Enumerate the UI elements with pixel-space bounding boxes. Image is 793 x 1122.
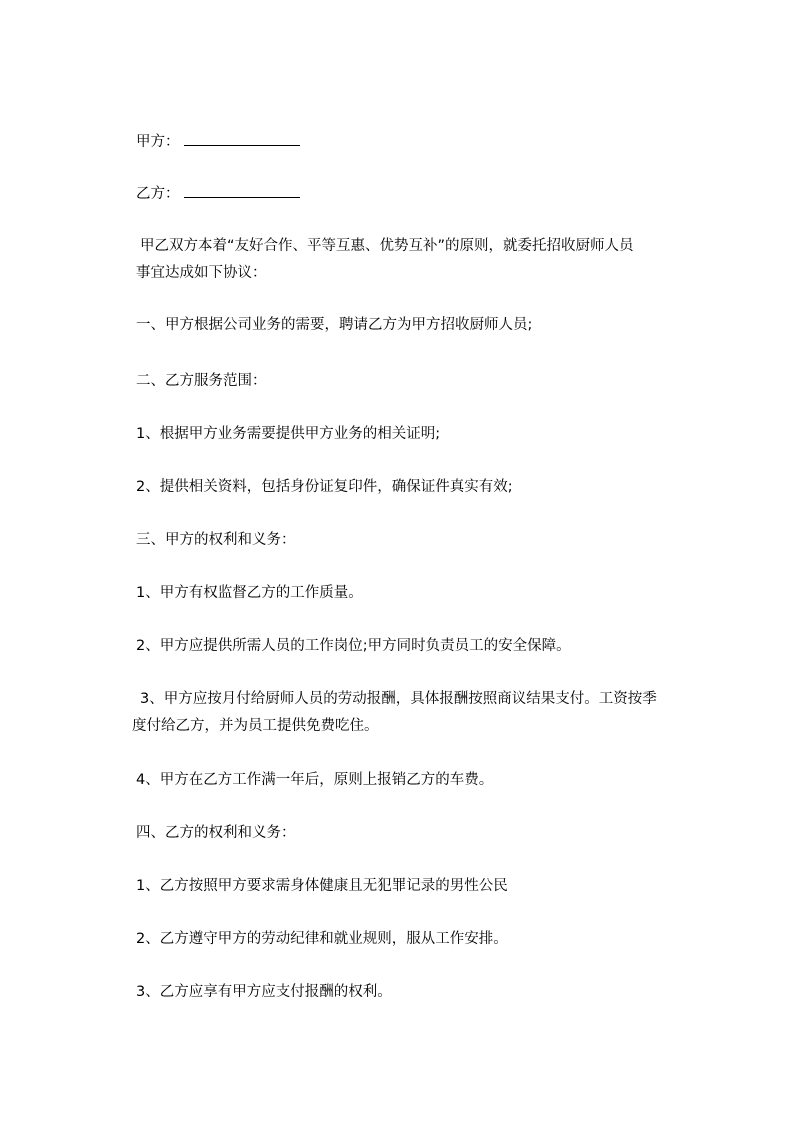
section2-item-2: 2、提供相关资料，包括身份证复印件，确保证件真实有效;: [136, 479, 513, 495]
section4-item-1: 1、乙方按照甲方要求需身体健康且无犯罪记录的男性公民: [136, 878, 508, 894]
section2-item-1: 1、根据甲方业务需要提供甲方业务的相关证明;: [136, 426, 441, 442]
section4-item-3: 3、乙方应享有甲方应支付报酬的权利。: [136, 984, 392, 1000]
section3-item-3: [132, 686, 706, 740]
section3-item-3-line-1: 3、甲方应按月付给厨师人员的劳动报酬，具体报酬按照商议结果支付。工资按季: [140, 691, 657, 707]
intro-paragraph: [136, 233, 706, 287]
section3-item-4: 4、甲方在乙方工作满一年后，原则上报销乙方的车费。: [136, 772, 494, 788]
section3-heading: 三、甲方的权利和义务：: [136, 532, 296, 548]
party-a-line: [136, 131, 300, 153]
section2-heading: 二、乙方服务范围：: [136, 373, 267, 389]
intro-line-1: 甲乙双方本着“友好合作、平等互惠、优势互补”的原则，就委托招收厨师人员: [140, 238, 634, 254]
party-b-line: [136, 183, 300, 205]
section3-item-2: 2、甲方应提供所需人员的工作岗位;甲方同时负责员工的安全保障。: [136, 638, 571, 654]
party-b-blank-field[interactable]: [184, 184, 300, 198]
intro-line-2: 事宜达成如下协议：: [136, 265, 267, 281]
section4-item-2: 2、乙方遵守甲方的劳动纪律和就业规则，服从工作安排。: [136, 931, 508, 947]
party-b-label: 乙方：: [136, 186, 180, 202]
party-a-label: 甲方：: [136, 134, 180, 150]
party-a-blank-field[interactable]: [184, 132, 300, 146]
section3-item-3-line-2: 度付给乙方，并为员工提供免费吃住。: [132, 718, 379, 734]
section4-heading: 四、乙方的权利和义务：: [136, 825, 296, 841]
section1-text: 一、甲方根据公司业务的需要，聘请乙方为甲方招收厨师人员;: [136, 317, 533, 333]
section3-item-1: 1、甲方有权监督乙方的工作质量。: [136, 585, 363, 601]
